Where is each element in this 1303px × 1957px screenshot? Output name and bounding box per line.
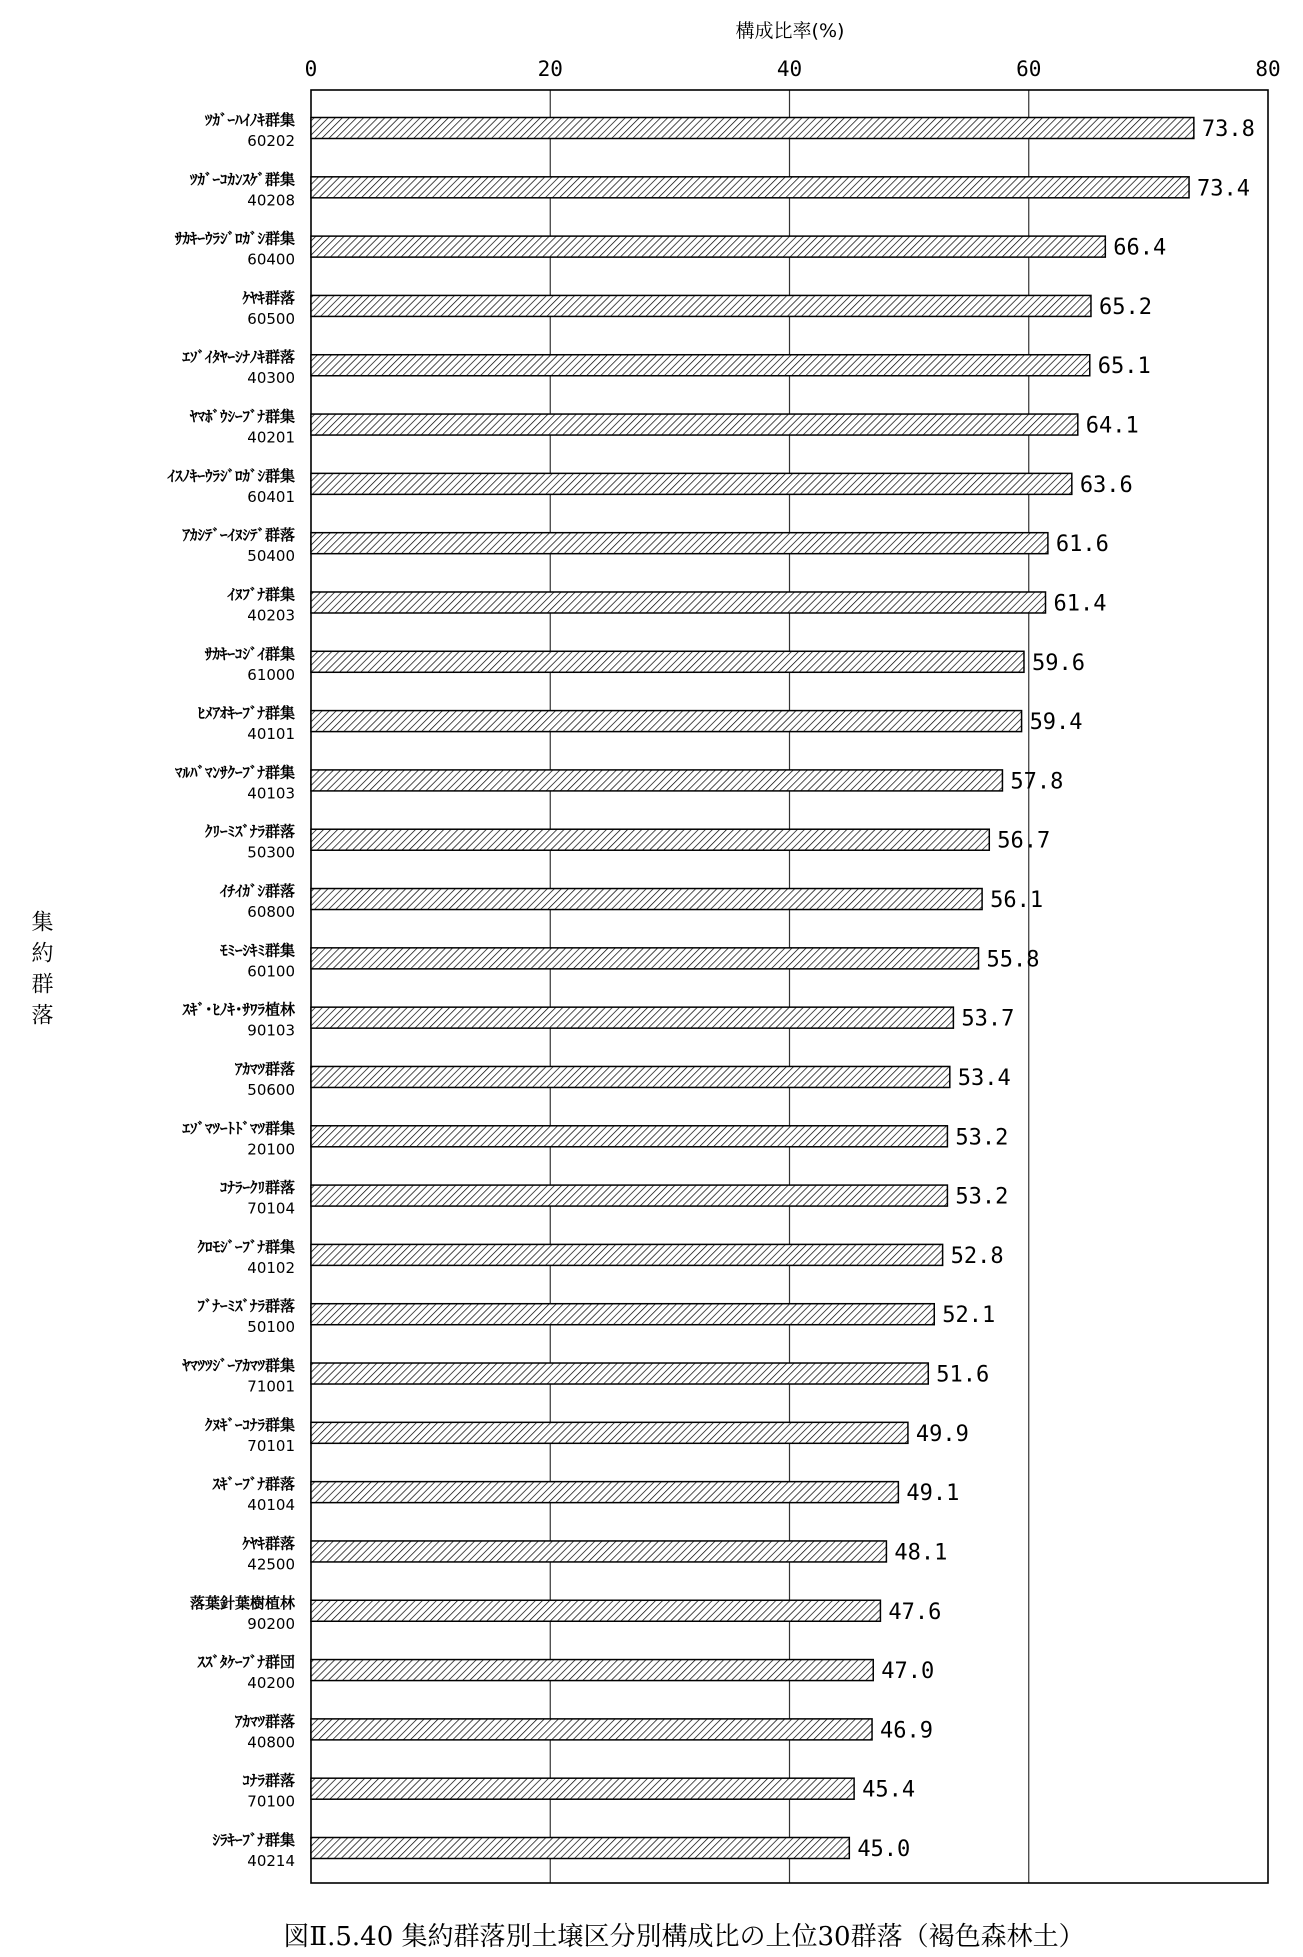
category-label: ﾂｶﾞｰﾊｲﾉｷ群集 [204, 111, 295, 129]
category-code: 70101 [247, 1436, 295, 1455]
category-label: ﾔﾏﾎﾞｳｼｰﾌﾞﾅ群集 [189, 407, 295, 426]
category-labels [166, 111, 296, 1870]
data-label: 52.1 [942, 1303, 996, 1329]
bar [311, 1304, 934, 1325]
category-label: ｴｿﾞｲﾀﾔｰｼﾅﾉｷ群落 [182, 348, 295, 367]
bar [311, 414, 1078, 435]
bar [311, 1007, 953, 1028]
category-label: ｱｶﾏﾂ群落 [234, 1059, 295, 1078]
category-label: ｸﾇｷﾞｰｺﾅﾗ群集 [204, 1415, 295, 1434]
data-label: 61.6 [1055, 532, 1109, 558]
category-code: 90103 [247, 1021, 295, 1040]
bar [311, 1244, 943, 1265]
category-code: 61000 [247, 665, 295, 684]
category-label: ｺﾅﾗｰｸﾘ群落 [219, 1178, 295, 1197]
category-code: 50100 [247, 1318, 295, 1337]
bar [311, 1719, 872, 1740]
data-label: 49.1 [906, 1481, 960, 1507]
category-code: 50400 [247, 547, 295, 566]
category-code: 60500 [247, 309, 295, 328]
data-label: 47.0 [881, 1659, 935, 1685]
category-code: 50300 [247, 843, 295, 862]
category-code: 20100 [247, 1140, 295, 1159]
bar [311, 118, 1194, 139]
bar [311, 1185, 947, 1206]
data-label: 63.6 [1079, 472, 1133, 498]
category-label: ｸﾛﾓｼﾞｰﾌﾞﾅ群集 [197, 1237, 295, 1256]
data-label: 59.4 [1029, 710, 1083, 736]
bar [311, 1126, 947, 1147]
data-label: 55.8 [986, 947, 1040, 973]
category-label: ｲﾇﾌﾞﾅ群集 [227, 585, 295, 604]
category-label: ﾂｶﾞｰｺｶﾝｽｹﾞ群集 [189, 170, 295, 189]
data-label: 73.4 [1197, 176, 1251, 202]
data-label: 48.1 [894, 1540, 948, 1566]
category-label: ｻｶｷｰｳﾗｼﾞﾛｶﾞｼ群集 [174, 229, 295, 248]
category-code: 70100 [247, 1792, 295, 1811]
data-label: 45.0 [857, 1837, 911, 1862]
bar [311, 770, 1002, 791]
category-label: ｽｷﾞ･ﾋﾉｷ･ｻﾜﾗ植林 [182, 1000, 295, 1019]
bar [311, 651, 1024, 672]
category-label: ｱｶﾏﾂ群落 [234, 1712, 295, 1731]
data-label: 51.6 [936, 1362, 990, 1388]
category-code: 40104 [247, 1496, 295, 1515]
x-tick-label: 60 [1016, 57, 1042, 81]
category-code: 42500 [247, 1555, 295, 1574]
bar [311, 533, 1048, 554]
category-label: ｻｶｷｰｺｼﾞｲ群集 [204, 644, 295, 663]
bar [311, 711, 1022, 732]
data-label: 53.2 [955, 1184, 1009, 1210]
category-code: 40200 [247, 1674, 295, 1693]
category-code: 60401 [247, 487, 295, 506]
category-code: 40800 [247, 1733, 295, 1752]
bar [311, 473, 1072, 494]
data-label: 73.8 [1201, 117, 1255, 142]
x-axis-title: 構成比率(%) [735, 20, 845, 42]
category-label: ﾔﾏﾂﾂｼﾞｰｱｶﾏﾂ群集 [182, 1356, 295, 1375]
bar [311, 1660, 873, 1681]
category-code: 71001 [247, 1377, 295, 1396]
category-code: 40102 [247, 1258, 295, 1277]
data-label: 65.2 [1098, 294, 1152, 320]
bar [311, 177, 1189, 198]
data-label: 56.7 [997, 828, 1051, 854]
bar [311, 295, 1091, 316]
category-code: 40103 [247, 784, 295, 803]
bars [311, 118, 1194, 1859]
category-label: ﾌﾞﾅｰﾐｽﾞﾅﾗ群落 [197, 1297, 295, 1316]
data-label: 61.4 [1053, 591, 1107, 617]
data-label: 46.9 [880, 1718, 934, 1744]
category-label: ｼﾗｷｰﾌﾞﾅ群集 [212, 1831, 295, 1849]
bar [311, 829, 989, 850]
category-label: 落葉針葉樹植林 [189, 1593, 295, 1612]
bar [311, 236, 1105, 257]
data-label: 53.2 [955, 1125, 1009, 1151]
category-code: 50600 [247, 1080, 295, 1099]
category-label: ﾋﾒｱｵｷｰﾌﾞﾅ群集 [197, 704, 295, 723]
data-label: 59.6 [1031, 650, 1085, 676]
category-code: 60400 [247, 250, 295, 269]
bar [311, 889, 982, 910]
category-code: 40201 [247, 428, 295, 447]
category-label: ｹﾔｷ群落 [242, 1534, 295, 1553]
category-code: 40214 [247, 1852, 295, 1870]
category-label: ｲﾁｲｶﾞｼ群落 [219, 882, 295, 901]
category-label: ｽｷﾞｰﾌﾞﾅ群落 [212, 1475, 295, 1494]
bar [311, 1482, 898, 1503]
data-label: 49.9 [915, 1421, 969, 1447]
category-code: 60800 [247, 903, 295, 922]
x-tick-label: 80 [1255, 57, 1281, 81]
category-label: ﾏﾙﾊﾞﾏﾝｻｸｰﾌﾞﾅ群集 [174, 763, 295, 782]
bar [311, 1363, 928, 1384]
x-tick-label: 0 [304, 57, 318, 81]
bar [311, 1541, 886, 1562]
bar [311, 1422, 908, 1443]
x-tick-label: 20 [537, 57, 563, 81]
y-axis-title: 集約群落 [28, 910, 53, 1034]
category-label: ｸﾘｰﾐｽﾞﾅﾗ群落 [204, 822, 295, 841]
data-label: 65.1 [1097, 354, 1151, 380]
bar [311, 1838, 849, 1859]
data-label: 53.7 [961, 1006, 1015, 1032]
category-label: ｲｽﾉｷｰｳﾗｼﾞﾛｶﾞｼ群集 [167, 466, 295, 485]
bar [311, 1600, 880, 1621]
category-label: ｱｶｼﾃﾞｰｲﾇｼﾃﾞ群落 [182, 526, 295, 545]
category-label: ｹﾔｷ群落 [242, 288, 295, 307]
bar [311, 1066, 950, 1087]
category-label: ｴｿﾞﾏﾂｰﾄﾄﾞﾏﾂ群集 [182, 1119, 295, 1138]
data-label: 56.1 [990, 888, 1044, 914]
value-labels [857, 117, 1255, 1862]
category-code: 90200 [247, 1614, 295, 1633]
x-tick-label: 40 [776, 57, 803, 81]
bar [311, 948, 979, 969]
bar [311, 355, 1090, 376]
data-label: 53.4 [957, 1065, 1011, 1091]
data-label: 64.1 [1085, 413, 1139, 439]
category-label: ｽｽﾞﾀｹｰﾌﾞﾅ群団 [197, 1653, 295, 1672]
bar [311, 1778, 854, 1799]
bar [311, 592, 1045, 613]
category-code: 70104 [247, 1199, 295, 1218]
category-code: 40208 [247, 191, 295, 210]
category-label: ｺﾅﾗ群落 [242, 1771, 295, 1790]
chart-caption: 図Ⅱ.5.40 集約群落別土壌区分別構成比の上位30群落（褐色森林土） [283, 1922, 1085, 1952]
category-code: 40101 [247, 725, 295, 744]
x-tick-labels [305, 57, 1281, 81]
category-label: ﾓﾐｰｼｷﾐ群集 [219, 941, 295, 960]
data-label: 66.4 [1113, 235, 1167, 261]
category-code: 40203 [247, 606, 295, 625]
data-label: 52.8 [950, 1243, 1004, 1269]
category-code: 40300 [247, 369, 295, 388]
data-label: 45.4 [862, 1777, 916, 1803]
data-label: 47.6 [888, 1599, 942, 1625]
category-code: 60202 [247, 132, 295, 150]
category-code: 60100 [247, 962, 295, 981]
data-label: 57.8 [1010, 769, 1064, 795]
